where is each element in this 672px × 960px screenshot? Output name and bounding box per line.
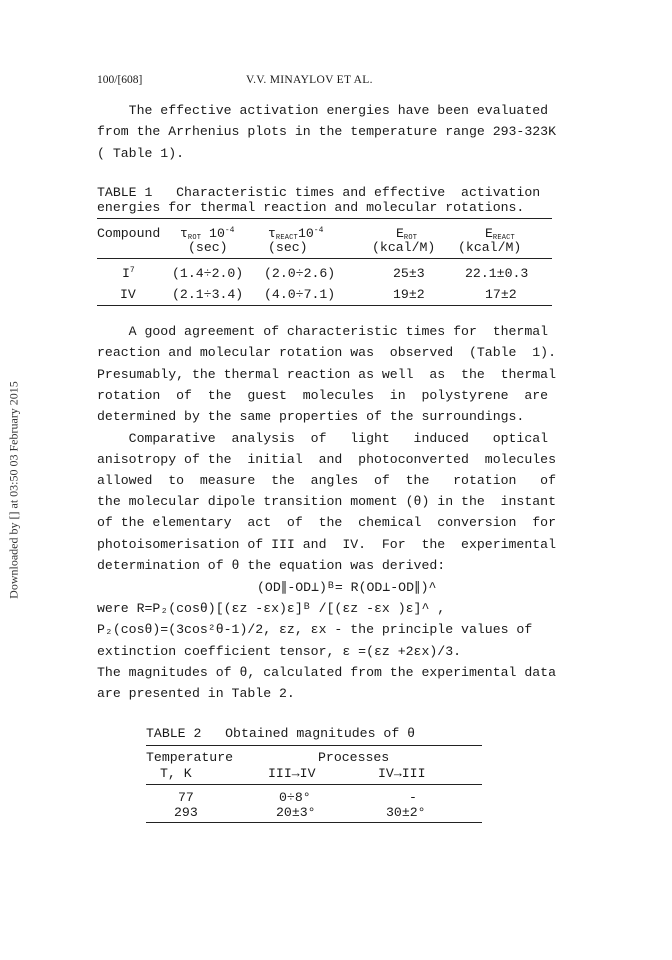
table2-bottom-rule	[146, 822, 482, 823]
paragraph-line: of the elementary act of the chemical conversion for	[97, 515, 556, 530]
table2-cell: 20±3°	[276, 805, 316, 820]
paragraph-line: were R=P₂(cosθ)[(εz -εx)ε]ᴮ /[(εz -εx )ε]^ ,	[97, 601, 446, 616]
paragraph-line: The effective activation energies have been evaluated	[97, 103, 549, 118]
paragraph-line: reaction and molecular rotation was observed (Table 1).	[97, 345, 556, 360]
table2-subheader: III→IV	[268, 766, 316, 781]
table1-cell: $I^7$	[122, 266, 135, 281]
table1-cell: (4.0÷7.1)	[264, 287, 336, 302]
table1-unit: (kcal/M)	[458, 240, 522, 255]
table1-unit: (sec)	[188, 240, 228, 255]
table1-top-rule	[97, 218, 552, 219]
table1-unit: (kcal/M)	[372, 240, 436, 255]
table1-unit: (sec)	[268, 240, 308, 255]
paragraph-line: photoisomerisation of III and IV. For the experimental	[97, 537, 556, 552]
paragraph-line: The magnitudes of θ, calculated from the experimental data	[97, 665, 556, 680]
paragraph-line: are presented in Table 2.	[97, 686, 295, 701]
table1-cell: 25±3	[393, 266, 425, 281]
paragraph-line: anisotropy of the initial and photoconverted molecules	[97, 452, 556, 467]
table1-cell: IV	[120, 287, 136, 302]
table1-header-compound: Compound	[97, 226, 161, 241]
table2-cell: -	[409, 790, 417, 805]
table1-caption: TABLE 1 Characteristic times and effective activation	[97, 185, 541, 200]
table1-caption: energies for thermal reaction and molecular rotations.	[97, 200, 525, 215]
table1-header-treact: $\tau_{REACT}10^{-4}$	[268, 226, 324, 242]
table2-subheader: IV→III	[378, 766, 426, 781]
paragraph-line: allowed to measure the angles of the rotation of	[97, 473, 556, 488]
table1-header-erot: $E_{ROT}$	[396, 226, 418, 242]
table2-header-rule	[146, 784, 482, 785]
table2-header-temperature: Temperature	[146, 750, 234, 765]
table2-cell: 0÷8°	[279, 790, 311, 805]
table1-cell: (1.4÷2.0)	[172, 266, 244, 281]
table1-cell: 19±2	[393, 287, 425, 302]
paragraph-line: A good agreement of characteristic times for thermal	[97, 324, 549, 339]
page-number: 100/[608]	[97, 74, 143, 86]
paragraph-line: P₂(cosθ)=(3cos²θ-1)/2, εz, εx - the principle values of	[97, 622, 533, 637]
table1-header-trot: $\tau_{ROT}$ $10^{-4}$	[180, 226, 235, 242]
table1-cell: (2.1÷3.4)	[172, 287, 244, 302]
table2-cell: 293	[174, 805, 198, 820]
paragraph-line: ( Table 1).	[97, 146, 185, 161]
paragraph-line: determination of θ the equation was derived:	[97, 558, 446, 573]
table2-cell: 30±2°	[386, 805, 426, 820]
equation: (OD∥-OD⊥)ᴮ= R(OD⊥-OD∥)^	[257, 580, 437, 595]
table1-header-rule	[97, 258, 552, 259]
paragraph-line: Presumably, the thermal reaction as well as the thermal	[97, 367, 556, 382]
table2-caption: TABLE 2 Obtained magnitudes of θ	[146, 726, 416, 741]
table2-subheader: T, K	[160, 766, 192, 781]
paragraph-line: from the Arrhenius plots in the temperature range 293-323K	[97, 124, 556, 139]
table2-header-processes: Processes	[318, 750, 390, 765]
table1-cell: 22.1±0.3	[465, 266, 529, 281]
paragraph-line: rotation of the guest molecules in polystyrene are	[97, 388, 549, 403]
table1-bottom-rule	[97, 305, 552, 306]
table1-header-ereact: $E_{REACT}$	[485, 226, 515, 242]
table1-cell: (2.0÷2.6)	[264, 266, 336, 281]
table1-cell: 17±2	[485, 287, 517, 302]
running-header-authors: V.V. MINAYLOV ET AL.	[246, 74, 373, 86]
paragraph-line: Comparative analysis of light induced optical	[97, 431, 549, 446]
paragraph-line: extinction coefficient tensor, ε =(εz +2εx)/3.	[97, 644, 462, 659]
paragraph-line: the molecular dipole transition moment (θ) in the instant	[97, 494, 556, 509]
paragraph-line: determined by the same properties of the surroundings.	[97, 409, 525, 424]
table2-top-rule	[146, 745, 482, 746]
table2-cell: 77	[178, 790, 194, 805]
download-watermark: Downloaded by [] at 03:50 03 February 2015	[6, 381, 21, 599]
